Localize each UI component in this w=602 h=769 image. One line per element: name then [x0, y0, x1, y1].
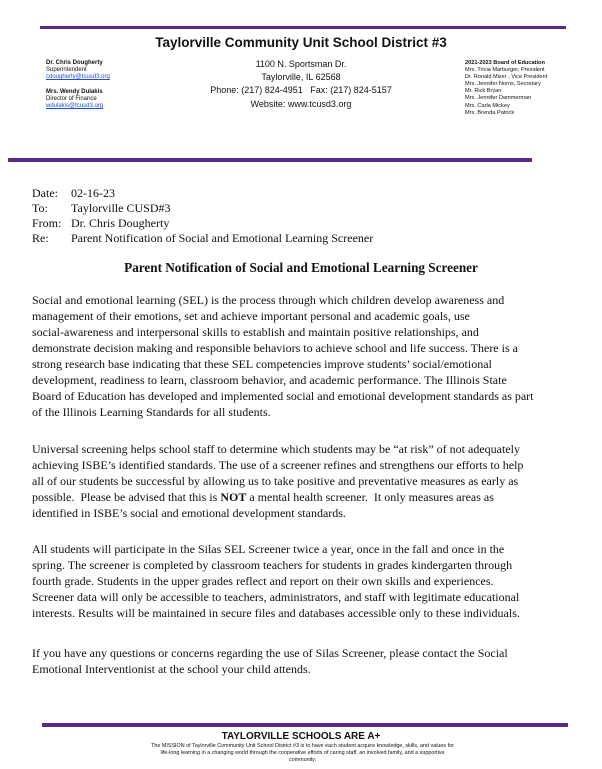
text-line: social-awareness and interpersonal skills to establish and maintain positive relationships, and	[32, 325, 479, 339]
memo-value: Taylorville CUSD#3	[71, 201, 171, 215]
top-accent-bar	[40, 26, 566, 29]
text-run: possible. Please be advised that this is	[32, 490, 221, 504]
footer-divider-bar	[42, 723, 568, 727]
text-run: a mental health screener. It only measures areas as	[246, 490, 494, 504]
memo-value: 02-16-23	[71, 186, 115, 200]
mission-line: life-long learning in a changing world through the cooperative efforts of caring staff, an involved family, and a supportive	[160, 750, 445, 757]
footer-mission	[120, 743, 485, 765]
finance-director-name: Mrs. Wendy Dulakis	[46, 89, 103, 95]
text-line: Emotional Interventionist at the school your child attends.	[32, 662, 311, 676]
board-member: Mrs. Jennifer Norris, Secretary	[465, 81, 541, 88]
text-line: fourth grade. Students in the upper grades reflect and report on their own skills and experiences.	[32, 574, 494, 588]
superintendent-email-link[interactable]: cdougherty@tcusd3.org	[46, 74, 110, 80]
district-address	[180, 58, 422, 111]
letter-heading: Parent Notification of Social and Emotional Learning Screener	[124, 260, 478, 275]
memo-label: Date:	[32, 186, 58, 200]
memo-label: From:	[32, 216, 62, 230]
board-member: Mrs. Carla Mickey	[465, 102, 510, 109]
text-line: Screener data will only be accessible to teachers, administrators, and staff with legitimate educational	[32, 590, 520, 604]
text-line: strong research base indicating that these SEL competencies improve students’ social/emotional	[32, 357, 492, 371]
memo-value: Parent Notification of Social and Emotional Learning Screener	[71, 231, 374, 245]
text-line	[32, 489, 577, 505]
memo-value: Dr. Chris Dougherty	[71, 216, 170, 230]
paragraph-silas-screener	[32, 541, 577, 621]
mission-line: The MISSION of Taylorville Community Unit School District #3 is to have each student acquire knowledge, skills, and values for	[151, 743, 454, 749]
text-line: development, readiness to learn, classroom behavior, and academic performance. The Illinois State	[32, 373, 507, 387]
text-line: Universal screening helps school staff to determine which students may be “at risk” of not adequately	[32, 442, 520, 456]
text-line: all of our students be successful by allowing us to take positive and preventative measures as early as	[32, 474, 519, 488]
emphasis-not: NOT	[220, 490, 247, 504]
board-member: Mrs. Tricia Marburger, President	[465, 67, 545, 74]
text-line: identified in ISBE’s social and emotional development standards.	[32, 506, 346, 520]
memo-label: Re:	[32, 231, 49, 245]
header-divider-bar	[8, 158, 532, 162]
text-line: spring. The screener is completed by classroom teachers for students in grades kindergarten through	[32, 558, 513, 572]
paragraph-universal-screening	[32, 441, 577, 521]
address-line: 1100 N. Sportsman Dr.	[255, 59, 347, 69]
text-line: of the Illinois Learning Standards for all students.	[32, 405, 271, 419]
board-member: Mrs. Jennifer Dammerman	[465, 95, 532, 102]
board-title: 2021-2023 Board of Education	[465, 60, 545, 66]
superintendent-name: Dr. Chris Dougherty	[46, 60, 103, 66]
administrators-block	[46, 60, 110, 110]
superintendent-title: Superintendent	[46, 67, 87, 73]
phone-fax-line: Phone: (217) 824-4951 Fax: (217) 824-5157	[210, 85, 392, 96]
text-line: All students will participate in the Silas SEL Screener twice a year, once in the fall and once in the	[32, 542, 505, 556]
text-line: interests. Results will be maintained in secure files and databases accessible only to these individuals.	[32, 606, 520, 620]
board-member: Mrs. Brenda Patrick	[465, 109, 515, 116]
text-line: management of their emotions, set and achieve important personal and academic goals, use	[32, 309, 470, 323]
footer-slogan: TAYLORVILLE SCHOOLS ARE A+	[221, 731, 381, 742]
board-block	[465, 60, 547, 117]
finance-director-email-link[interactable]: wdulakis@tcusd3.org	[46, 103, 104, 109]
paragraph-sel-definition	[32, 292, 577, 420]
text-line: demonstrate decision making and responsible behaviors to achieve school and life success. There is a	[32, 341, 518, 355]
text-line: achieving ISBE’s identified standards. The use of a screener refines and strengthens our efforts to help	[32, 458, 524, 472]
website-line: Website: www.tcusd3.org	[250, 98, 352, 109]
district-name: Taylorville Community Unit School District #3	[155, 35, 447, 50]
memo-label: To:	[32, 201, 48, 215]
text-line: Board of Education has developed and implemented social and emotional development standards as part	[32, 389, 534, 403]
memo-header	[32, 186, 373, 246]
paragraph-contact	[32, 645, 577, 677]
board-member: Mr. Rick Bryan	[465, 88, 502, 95]
board-member: Dr. Ronald Mizer , Vice President	[465, 74, 548, 81]
mission-line: community.	[288, 757, 317, 764]
finance-director-title: Director of Finance	[46, 96, 97, 102]
address-line: Taylorville, IL 62568	[261, 72, 341, 83]
text-line: Social and emotional learning (SEL) is the process through which children develop awareness and	[32, 293, 505, 307]
text-line: If you have any questions or concerns regarding the use of Silas Screener, please contact the Social	[32, 646, 508, 660]
